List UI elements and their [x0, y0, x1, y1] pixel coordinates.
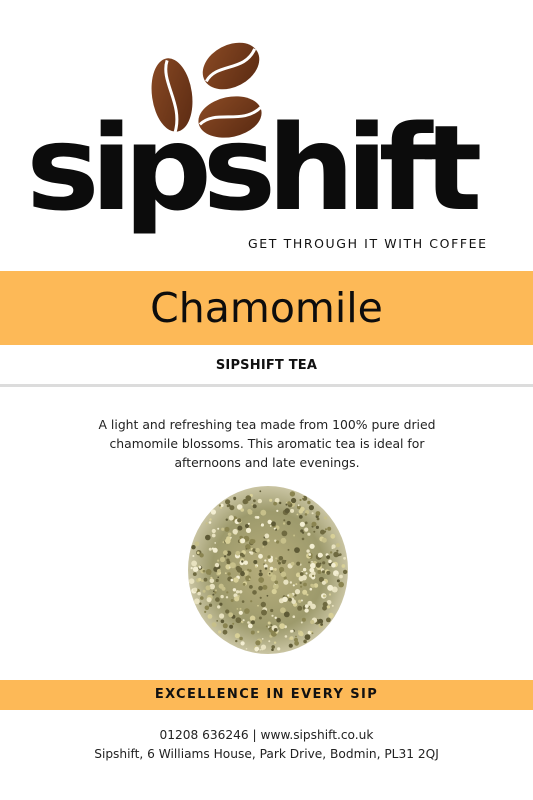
brand-tagline: GET THROUGH IT WITH COFFEE — [248, 236, 488, 251]
contact-info — [0, 726, 533, 764]
dried-chamomile-image — [180, 478, 355, 663]
brand-wordmark: sipshift — [26, 99, 473, 237]
contact-phone-web: 01208 636246 | www.sipshift.co.uk — [159, 728, 374, 742]
contact-address: Sipshift, 6 Williams House, Park Drive, Bodmin, PL31 2QJ — [94, 747, 439, 761]
product-category: SIPSHIFT TEA — [215, 358, 318, 373]
product-name-band — [0, 271, 533, 345]
brand-logo — [0, 0, 533, 265]
slogan-band — [0, 680, 533, 710]
slogan: EXCELLENCE IN EVERY SIP — [154, 687, 379, 702]
product-description: A light and refreshing tea made from 100% pure dried chamomile blossoms. This aromatic tea is ideal for afternoons and late evenings. — [98, 417, 436, 470]
divider — [0, 384, 533, 387]
product-name: Chamomile — [150, 284, 383, 332]
